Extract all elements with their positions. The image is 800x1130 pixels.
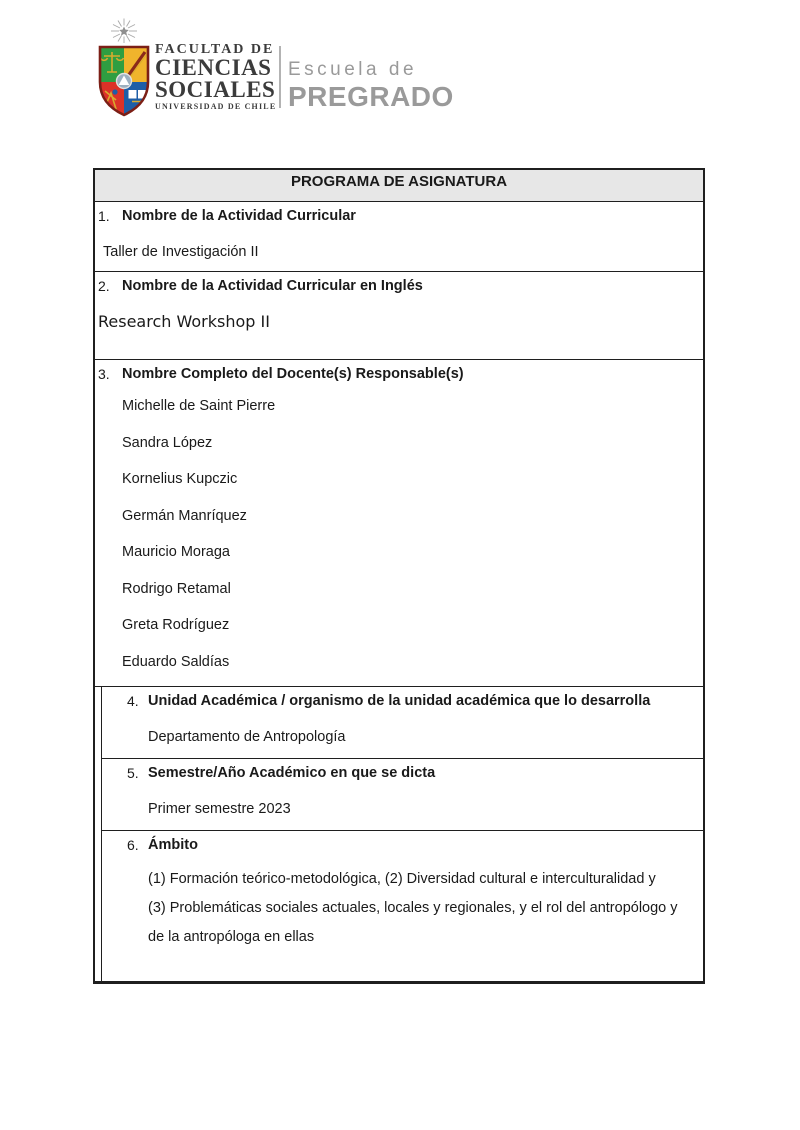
row-label: Semestre/Año Académico en que se dicta — [148, 765, 436, 781]
school-line1: Escuela de — [288, 59, 418, 80]
ambito-line: de la antropóloga en ellas — [148, 929, 315, 945]
row-label: Nombre Completo del Docente(s) Responsable(s) — [122, 366, 464, 382]
row-number: 3. — [98, 366, 110, 382]
course-name-es: Taller de Investigación II — [103, 244, 259, 260]
university-shield-icon — [92, 18, 156, 122]
row-ambito — [102, 831, 703, 981]
row-number: 2. — [98, 278, 110, 294]
nested-rows — [101, 687, 703, 981]
row-semestre — [102, 759, 703, 831]
ambito-line: (3) Problemáticas sociales actuales, locales y regionales, y el rol del antropólogo y — [148, 900, 678, 916]
row-label: Unidad Académica / organismo de la unidad académica que lo desarrolla — [148, 693, 651, 709]
row-number: 6. — [127, 837, 139, 853]
row-number: 1. — [98, 208, 110, 224]
program-table — [93, 168, 705, 984]
ambito-line: (1) Formación teórico-metodológica, (2) Diversidad cultural e interculturalidad y — [148, 871, 656, 887]
course-name-en: Research Workshop II — [98, 312, 270, 331]
teacher-name: Mauricio Moraga — [122, 544, 230, 560]
row-label: Ámbito — [148, 837, 198, 853]
logo-divider — [279, 46, 281, 108]
row-unidad-academica — [102, 687, 703, 759]
row-docentes — [95, 360, 703, 687]
row-label: Nombre de la Actividad Curricular — [122, 208, 356, 224]
teacher-list — [95, 388, 703, 680]
teacher-name: Sandra López — [122, 434, 213, 451]
teacher-name: Rodrigo Retamal — [122, 580, 231, 597]
row-number: 4. — [127, 693, 139, 709]
row-nombre-ingles — [95, 272, 703, 360]
table-header: PROGRAMA DE ASIGNATURA — [95, 170, 703, 202]
row-number: 5. — [127, 765, 139, 781]
school-line2: PREGRADO — [288, 81, 454, 112]
faculty-line1: FACULTAD DE — [155, 42, 275, 57]
university-name: UNIVERSIDAD DE CHILE — [155, 102, 277, 111]
teacher-name: Kornelius Kupczic — [122, 471, 238, 487]
faculty-line3: SOCIALES — [155, 77, 276, 102]
faculty-wordmark — [155, 42, 285, 112]
teacher-name: Eduardo Saldías — [122, 653, 230, 670]
school-wordmark — [288, 58, 454, 112]
semester-value: Primer semestre 2023 — [148, 801, 291, 817]
teacher-name: Germán Manríquez — [122, 507, 247, 524]
row-nombre-actividad — [95, 202, 703, 272]
ambito-text — [102, 865, 703, 952]
teacher-name: Michelle de Saint Pierre — [122, 398, 276, 414]
faculty-line2: CIENCIAS — [155, 55, 272, 80]
department-name: Departamento de Antropología — [148, 729, 346, 745]
teacher-name: Greta Rodríguez — [122, 617, 230, 633]
row-label: Nombre de la Actividad Curricular en Inglés — [122, 278, 423, 294]
